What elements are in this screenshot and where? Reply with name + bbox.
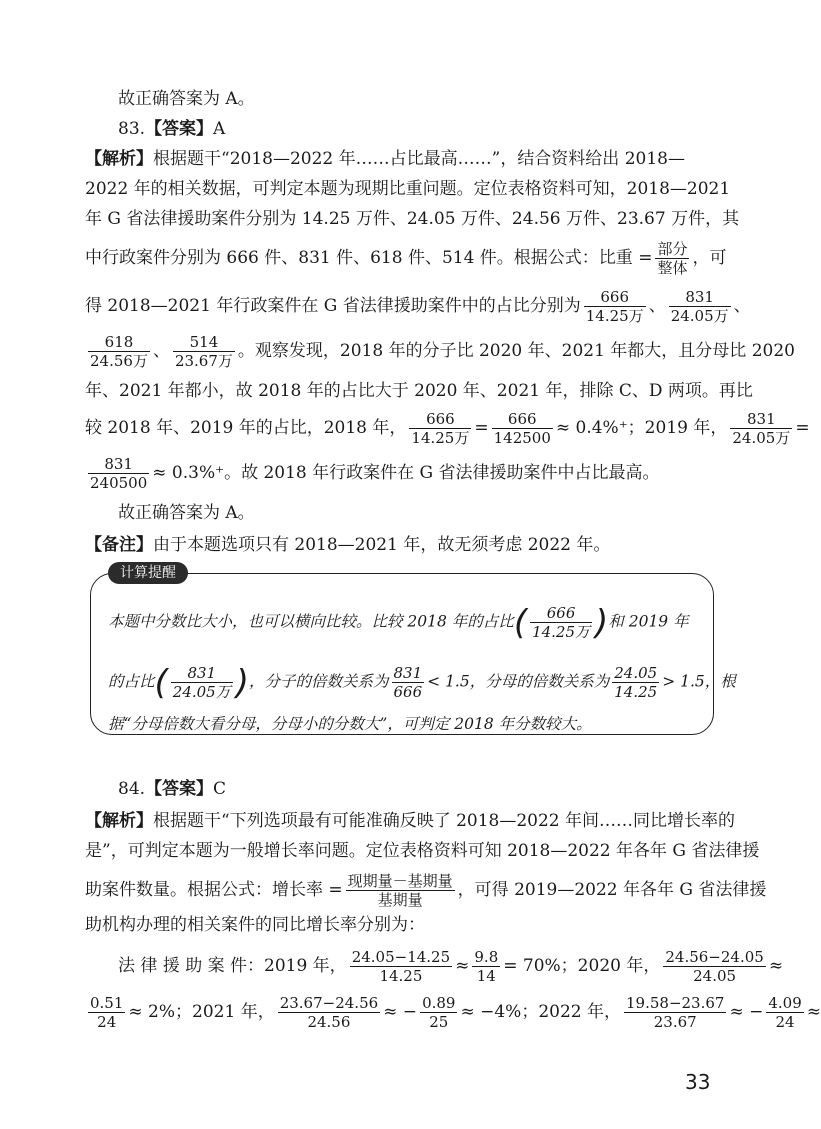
answer-value: A <box>213 119 226 139</box>
text-line: 助机构办理的相关案件的同比增长率分别为： <box>85 915 425 935</box>
fraction: $\frac{4.09}{24}$ <box>768 994 802 1031</box>
text-line: 得 2018—2021 年行政案件在 G 省法律援助案件中的占比分别为 $\frac{666}{\text{14.25万}}$ 、 $\frac{831}{\text{24.05万}}$ 、 <box>85 288 751 325</box>
text-line: 2022 年的相关数据，可判定本题为现期比重问题。定位表格资料可知，2018—2021 <box>85 179 731 199</box>
fraction-growth-formula: $\frac{\text{现期量－基期量}}{\text{基期量}}$ <box>347 872 453 909</box>
fraction: $\frac{831}{240500}$ <box>90 455 148 492</box>
fraction: $\frac{666}{\text{14.25万}}$ <box>532 604 591 641</box>
fraction: $\frac{618}{\text{24.56万}}$ <box>90 333 148 370</box>
fraction: $\frac{831}{666}$ <box>393 664 423 701</box>
text-line: $\frac{0.51}{24}$ ≈ 2%；2021 年， $\frac{23.67-24.56}{24.56}$ ≈ − $\frac{0.89}{25}$ ≈ −4%；2022 年， $\frac{19.58-23.67}{23.67}$ ≈ − $\frac{4.09}{24}$ ≈ <box>90 994 821 1031</box>
fraction: $\frac{0.89}{25}$ <box>422 994 456 1031</box>
parenthesized-fraction: ( $\frac{666}{\text{14.25万}}$ ) <box>513 602 609 643</box>
text-line: 【解析】根据题干“下列选项最有可能准确反映了 2018—2022 年间……同比增长率的 <box>85 811 736 831</box>
answer-83 <box>118 116 748 142</box>
fraction: $\frac{23.67-24.56}{24.56}$ <box>279 994 379 1031</box>
text-line: 故正确答案为 A。 <box>118 89 255 109</box>
note-tag: 【备注】 <box>85 535 153 555</box>
text-line: $\frac{831}{240500}$ ≈ 0.3%⁺。故 2018 年行政案件在 G 省法律援助案件中占比最高。 <box>90 455 660 492</box>
page-number: 33 <box>685 1070 711 1094</box>
text-line: $\frac{618}{\text{24.56万}}$ 、 $\frac{514}{\text{23.67万}}$ 。观察发现，2018 年的分子比 2020 年、2021 年都大，且分母比 2020 <box>90 333 795 370</box>
text-line: 是”，可判定本题为一般增长率问题。定位表格资料可知 2018—2022 年各年 G 省法律援 <box>85 841 760 861</box>
answer-84 <box>118 776 748 802</box>
text-line: 故正确答案为 A。 <box>118 503 255 523</box>
tip-line: 的占比 ( $\frac{831}{\text{24.05万}}$ ) ，分子的倍数关系为 $\frac{831}{666}$ < 1.5，分母的倍数关系为 $\frac{24.05}{14.25}$ > 1.5，根 <box>108 662 736 703</box>
answer-value: C <box>213 779 227 799</box>
fraction: $\frac{666}{142500}$ <box>493 410 551 447</box>
fraction: $\frac{514}{\text{23.67万}}$ <box>174 333 233 370</box>
fraction: $\frac{24.56-24.05}{24.05}$ <box>665 948 764 985</box>
fraction: $\frac{24.05}{14.25}$ <box>614 664 658 701</box>
text-line: 法 律 援 助 案 件：2019 年， $\frac{24.05-14.25}{14.25}$ ≈ $\frac{9.8}{14}$ = 70%；2020 年， $\frac{24.56-24.05}{24.05}$ ≈ <box>118 948 784 985</box>
tip-line: 据“分母倍数大看分母，分母小的分数大”，可判定 2018 年分数较大。 <box>108 715 592 733</box>
fraction: $\frac{19.58-23.67}{23.67}$ <box>626 994 725 1031</box>
fraction: $\frac{831}{\text{24.05万}}$ <box>172 664 231 701</box>
tip-title-badge: 计算提醒 <box>108 562 188 584</box>
fraction: $\frac{666}{\text{14.25万}}$ <box>411 410 470 447</box>
fraction-part-whole: $\frac{\text{部分}}{\text{整体}}$ <box>657 240 688 277</box>
fraction: $\frac{831}{\text{24.05万}}$ <box>732 410 791 447</box>
fraction: $\frac{831}{\text{24.05万}}$ <box>670 288 729 325</box>
text-line: 年 G 省法律援助案件分别为 14.25 万件、24.05 万件、24.56 万件、23.67 万件，其 <box>85 209 740 229</box>
text-line: 助案件数量。根据公式：增长率 = $\frac{\text{现期量－基期量}}{\text{基期量}}$ ，可得 2019—2022 年各年 G 省法律援 <box>85 872 767 909</box>
tip-line: 本题中分数比大小，也可以横向比较。比较 2018 年的占比 ( $\frac{666}{\text{14.25万}}$ ) 和 2019 年 <box>108 602 689 643</box>
answer-tag: 【答案】 <box>145 119 214 139</box>
answer-tag: 【答案】 <box>145 779 214 799</box>
fraction: $\frac{24.05-14.25}{14.25}$ <box>351 948 451 985</box>
text-line: 年、2021 年都小，故 2018 年的占比大于 2020 年、2021 年，排除 C、D 两项。再比 <box>85 381 753 401</box>
fraction: $\frac{0.51}{24}$ <box>90 994 124 1031</box>
parenthesized-fraction: ( $\frac{831}{\text{24.05万}}$ ) <box>154 662 249 703</box>
analysis-tag: 【解析】 <box>85 811 153 831</box>
text-line: 较 2018 年、2019 年的占比，2018 年， $\frac{666}{\text{14.25万}}$ = $\frac{666}{142500}$ ≈ 0.4%⁺；2019 年， $\frac{831}{\text{24.05万}}$ = <box>85 410 810 447</box>
question-number: 84. <box>118 779 146 799</box>
analysis-tag: 【解析】 <box>85 149 153 169</box>
question-number: 83. <box>118 119 146 139</box>
text-line: 【解析】根据题干“2018—2022 年……占比最高……”，结合资料给出 2018— <box>85 149 685 169</box>
fraction: $\frac{9.8}{14}$ <box>474 948 499 985</box>
note-line: 【备注】由于本题选项只有 2018—2021 年，故无须考虑 2022 年。 <box>85 535 611 555</box>
calculation-tip-box <box>90 573 714 735</box>
fraction: $\frac{666}{\text{14.25万}}$ <box>585 288 644 325</box>
text-line: 中行政案件分别为 666 件、831 件、618 件、514 件。根据公式：比重 = $\frac{\text{部分}}{\text{整体}}$ ，可 <box>85 240 727 277</box>
